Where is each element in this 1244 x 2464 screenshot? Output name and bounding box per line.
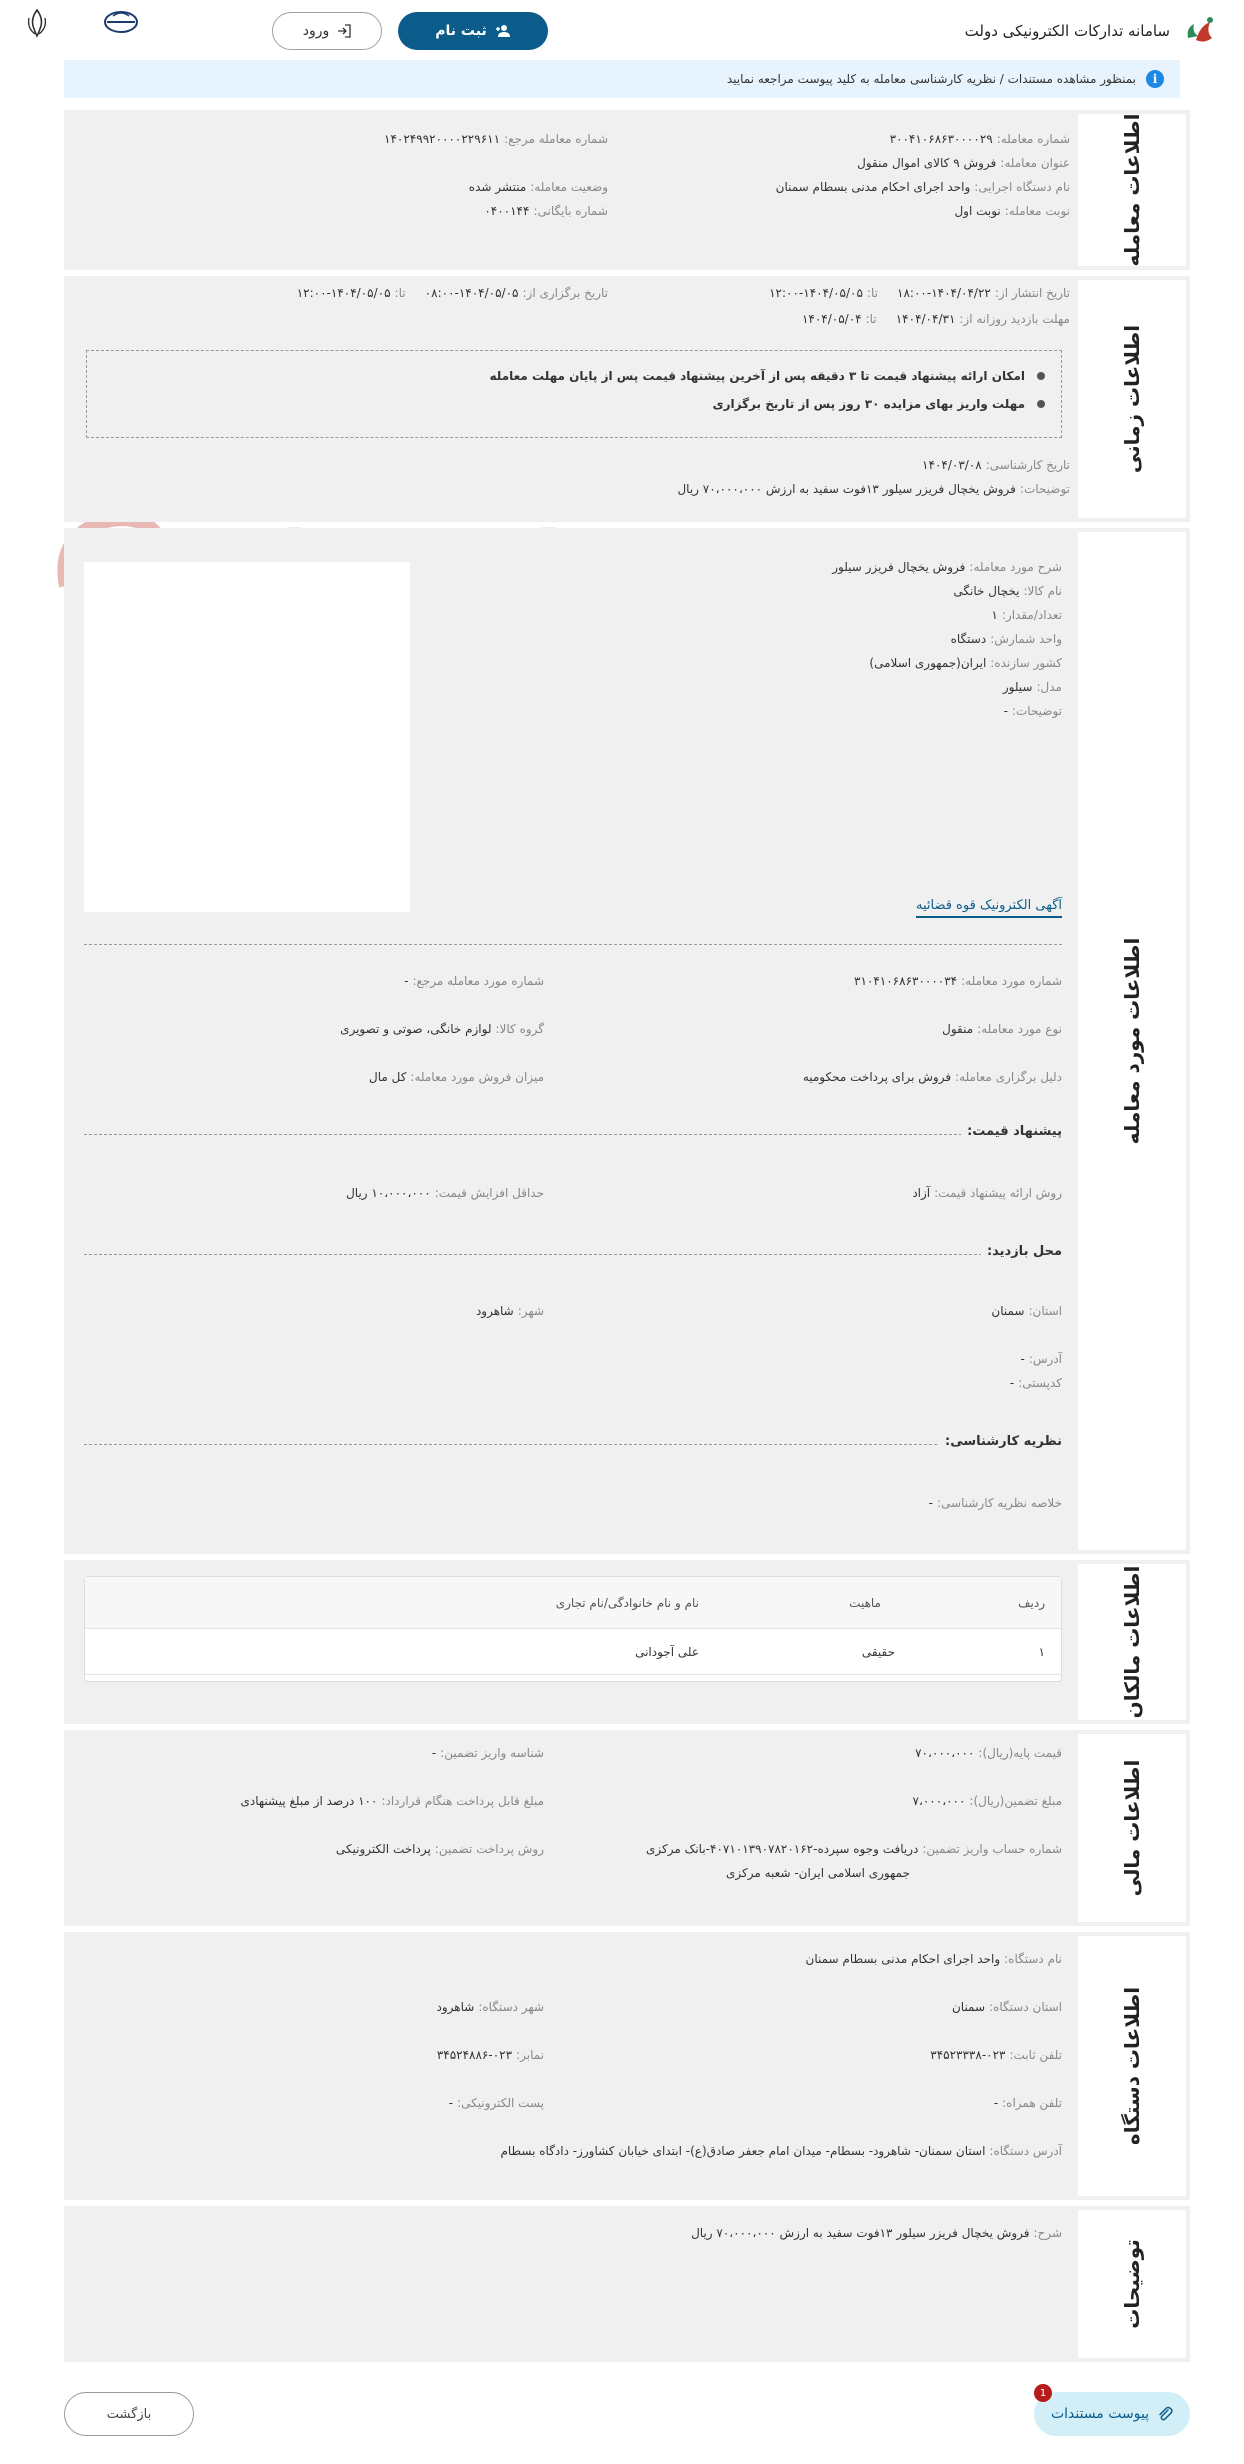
- condition-item: امکان ارائه پیشنهاد قیمت تا ۳ دقیقه پس از آخرین پیشنهاد قیمت پس از پایان مهلت معامله: [490, 369, 1045, 383]
- visit-address: آدرس:-: [1020, 1352, 1062, 1366]
- trade-org-emblem-icon: [101, 8, 141, 38]
- conditions-box: [86, 350, 1062, 438]
- ministry-logo: [4, 8, 70, 38]
- base-price: قیمت پایه(ریال):۷۰،۰۰۰،۰۰۰: [915, 1746, 1062, 1760]
- guarantee-pay-method: روش پرداخت تضمین:پرداخت الکترونیکی: [335, 1842, 544, 1856]
- org-city: شهر دستگاه:شاهرود: [436, 2000, 544, 2014]
- bullet-icon: [1037, 372, 1045, 380]
- owners-table: [84, 1576, 1062, 1682]
- table-header: [85, 1577, 1061, 1629]
- guarantee-account: شماره حساب واریز تضمین:دریافت وجوه سپرده-۴۰۷۱۰۱۳۹۰۷۸۲۰۱۶۲-بانک مرکزی: [646, 1842, 1062, 1856]
- visit-postal: کدپستی:-: [1009, 1376, 1062, 1390]
- login-button[interactable]: [272, 12, 382, 50]
- back-button[interactable]: بازگشت: [64, 2392, 194, 2436]
- hold-reason: دلیل برگزاری معامله:فروش برای پرداخت محکومیه: [802, 1070, 1062, 1084]
- divider: [84, 1254, 1062, 1255]
- quantity: تعداد/مقدار:۱: [991, 608, 1062, 622]
- offer-heading: پیشنهاد قیمت:: [961, 1124, 1062, 1139]
- item-desc: شرح مورد معامله:فروش یخچال فریزر سیلور: [832, 560, 1062, 574]
- table-row: [85, 1629, 1061, 1675]
- brand[interactable]: [965, 14, 1218, 48]
- attachments-count-badge: 1: [1034, 2384, 1052, 2402]
- register-button[interactable]: [398, 12, 548, 50]
- row-name: علی آجودانی: [635, 1644, 699, 1659]
- time-info-section: [64, 276, 1190, 522]
- item-info-section: [64, 528, 1190, 1554]
- time-description: توضیحات:فروش یخچال فریزر سیلور ۱۳فوت سفید به ارزش ۷۰،۰۰۰،۰۰۰ ریال: [677, 482, 1070, 496]
- item-info-tab: اطلاعات مورد معامله: [1078, 532, 1186, 1550]
- org-mobile: تلفن همراه:-: [993, 2096, 1062, 2110]
- goods-group: گروه کالا:لوازم خانگی، صوتی و تصویری: [340, 1022, 544, 1036]
- deal-title: عنوان معامله:فروش ۹ کالای اموال منقول: [857, 156, 1070, 170]
- count-unit: واحد شمارش:دستگاه: [950, 632, 1062, 646]
- org-name: نام دستگاه:واحد اجرای احکام مدنی بسطام سمنان: [805, 1952, 1062, 1966]
- sale-amount: میزان فروش مورد معامله:کل مال: [369, 1070, 544, 1084]
- visit-province: استان:سمنان: [991, 1304, 1062, 1318]
- deal-info-section: [64, 110, 1190, 270]
- org-info-section: [64, 1932, 1190, 2200]
- item-number: شماره مورد معامله:۳۱۰۴۱۰۶۸۶۳۰۰۰۰۳۴: [854, 974, 1062, 988]
- deal-number: شماره معامله:۳۰۰۴۱۰۶۸۶۳۰۰۰۰۲۹: [889, 132, 1070, 146]
- publish-date: تاریخ انتشار از:۱۴۰۴/۰۴/۲۲-۱۸:۰۰ تا:۱۴۰۴/۰۵/۰۵-۱۲:۰۰: [769, 286, 1070, 300]
- maker-country: کشور سازنده:ایران(جمهوری اسلامی): [869, 656, 1062, 670]
- login-icon: [337, 24, 351, 38]
- deal-info-tab: اطلاعات معامله: [1078, 114, 1186, 266]
- judiciary-ad-link[interactable]: آگهی الکترونیک قوه قضائیه: [916, 898, 1062, 918]
- time-info-tab: اطلاعات زمانی: [1078, 280, 1186, 518]
- owners-tab: اطلاعات مالکان: [1078, 1564, 1186, 1720]
- financial-section: [64, 1730, 1190, 1926]
- org-fax: نمابر:۰۲۳-۳۴۵۲۴۸۸۶: [436, 2048, 544, 2062]
- org-email: پست الکترونیکی:-: [448, 2096, 544, 2110]
- row-index: ۱: [1038, 1644, 1045, 1659]
- owners-section: [64, 1560, 1190, 1724]
- description-section: [64, 2206, 1190, 2362]
- gov-logos: [4, 8, 154, 38]
- min-increase: حداقل افزایش قیمت:۱۰،۰۰۰،۰۰۰ ریال: [346, 1186, 544, 1200]
- visit-deadline: مهلت بازدید روزانه از:۱۴۰۴/۰۴/۳۱ تا:۱۴۰۴/۰۵/۰۴: [801, 312, 1070, 326]
- guarantee-id: شناسه واریز تضمین:-: [431, 1746, 544, 1760]
- condition-item: مهلت واریز بهای مزایده ۳۰ روز پس از تاریخ برگزاری: [713, 397, 1045, 411]
- description-tab: توضیحات: [1078, 2210, 1186, 2358]
- org-address: آدرس دستگاه:استان سمنان- شاهرود- بسطام- میدان امام جعفر صادق(ع)- ابتدای خیابان کشاورز- دادگاه بسطام: [500, 2144, 1062, 2158]
- executor: نام دستگاه اجرایی:واحد اجرای احکام مدنی بسطام سمنان: [775, 180, 1070, 194]
- expert-summary: خلاصه نظریه کارشناسی:-: [928, 1496, 1062, 1510]
- item-type: نوع مورد معامله:منقول: [942, 1022, 1062, 1036]
- deal-turn: نوبت معامله:نوبت اول: [954, 204, 1070, 218]
- col-type: ماهیت: [849, 1595, 881, 1610]
- ref-item-number: شماره مورد معامله مرجع:-: [404, 974, 544, 988]
- app-title: سامانه تدارکات الکترونیکی دولت: [964, 22, 1170, 40]
- org-province: استان دستگاه:سمنان: [951, 2000, 1062, 2014]
- paperclip-icon: [1157, 2406, 1173, 2422]
- divider: [84, 1134, 1062, 1135]
- iran-emblem-icon: [24, 8, 50, 38]
- hold-date: تاریخ برگزاری از:۱۴۰۴/۰۵/۰۵-۰۸:۰۰ تا:۱۴۰۴/۰۵/۰۵-۱۲:۰۰: [296, 286, 608, 300]
- trade-org-logo: [88, 8, 154, 38]
- col-name: نام و نام خانوادگی/نام تجاری: [555, 1595, 699, 1610]
- deal-status: وضعیت معامله:منتشر شده: [468, 180, 608, 194]
- org-info-tab: اطلاعات دستگاه: [1078, 1936, 1186, 2196]
- guarantee-account-line2: جمهوری اسلامی ایران- شعبه مرکزی: [726, 1866, 910, 1880]
- item-notes: توضیحات:-: [1003, 704, 1062, 718]
- visit-city: شهر:شاهرود: [475, 1304, 544, 1318]
- expert-opinion-heading: نظریه کارشناسی:: [939, 1434, 1062, 1449]
- bullet-icon: [1037, 400, 1045, 408]
- contract-payable: مبلغ قابل پرداخت هنگام قرارداد:۱۰۰ درصد از مبلغ پیشنهادی: [240, 1794, 544, 1808]
- item-image[interactable]: [84, 562, 410, 912]
- row-type: حقیقی: [861, 1644, 895, 1659]
- attachment-notice: [64, 60, 1180, 98]
- ref-deal-number: شماره معامله مرجع:۱۴۰۲۴۹۹۲۰۰۰۰۲۲۹۶۱۱: [384, 132, 608, 146]
- attachments-button[interactable]: [1034, 2392, 1190, 2436]
- setad-logo-icon: [1182, 14, 1218, 48]
- org-phone: تلفن ثابت:۰۲۳-۳۴۵۲۳۳۳۸: [930, 2048, 1062, 2062]
- model: مدل:سیلور: [1002, 680, 1062, 694]
- add-user-icon: [495, 24, 511, 38]
- col-index: ردیف: [1018, 1595, 1045, 1610]
- archive-number: شماره بایگانی:۰۴۰۰۱۴۴: [484, 204, 608, 218]
- financial-tab: اطلاعات مالی: [1078, 1734, 1186, 1922]
- offer-method: روش ارائه پیشنهاد قیمت:آزاد: [912, 1186, 1062, 1200]
- visit-place-heading: محل بازدید:: [981, 1244, 1062, 1259]
- expert-date: تاریخ کارشناسی:۱۴۰۴/۰۳/۰۸: [922, 458, 1070, 472]
- divider: [84, 1444, 1062, 1445]
- attachments-label: پیوست مستندات: [1050, 2406, 1150, 2422]
- divider: [84, 944, 1062, 945]
- info-icon: i: [1146, 70, 1164, 88]
- description-text: شرح:فروش یخچال فریزر سیلور ۱۳فوت سفید به ارزش ۷۰،۰۰۰،۰۰۰ ریال: [691, 2226, 1062, 2240]
- guarantee-amount: مبلغ تضمین(ریال):۷،۰۰۰،۰۰۰: [912, 1794, 1062, 1808]
- notice-text: بمنظور مشاهده مستندات / نظریه کارشناسی معامله به کلید پیوست مراجعه نمایید: [726, 72, 1136, 86]
- goods-name: نام کالا:یخچال خانگی: [953, 584, 1062, 598]
- register-label: ثبت نام: [435, 23, 487, 39]
- top-bar: [0, 0, 1244, 60]
- login-label: ورود: [302, 23, 330, 39]
